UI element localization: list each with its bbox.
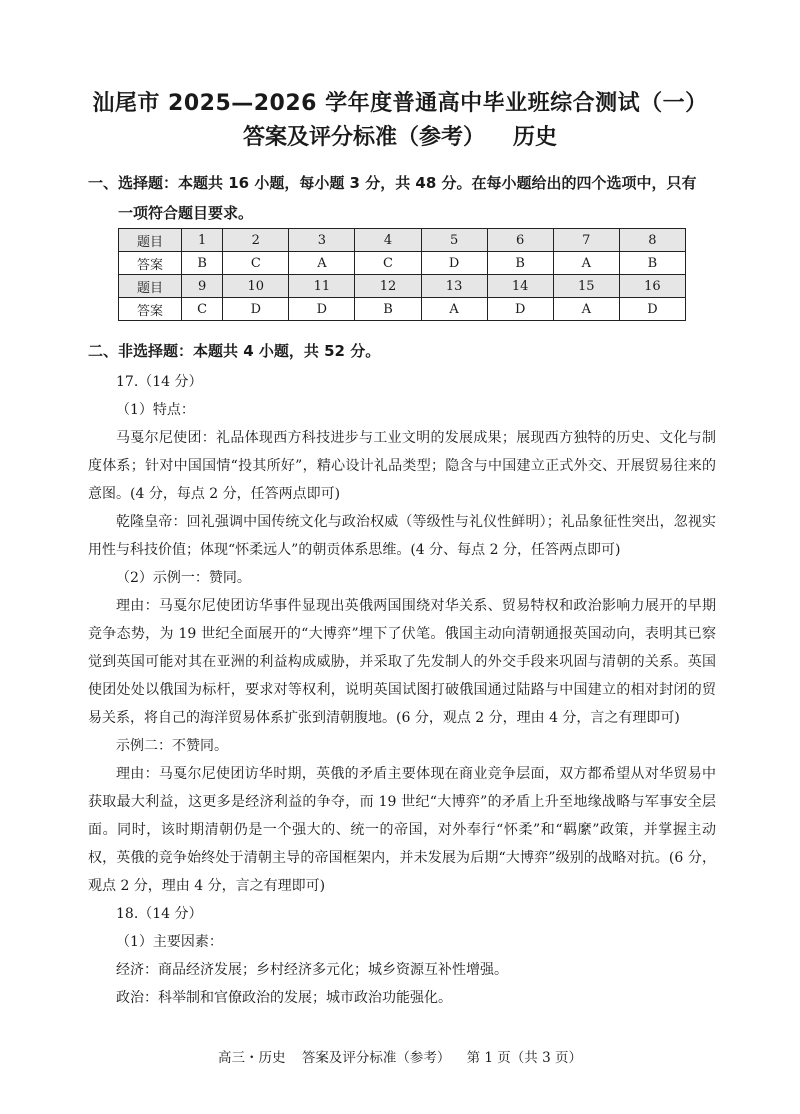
section1-heading-line2: 一项符合题目要求。 — [118, 204, 254, 222]
page-title: 汕尾市 2025—2026 学年度普通高中毕业班综合测试（一） — [92, 91, 708, 116]
q18-part1-label: （1）主要因素： — [116, 934, 223, 950]
answer-cell: A — [421, 298, 487, 321]
answer-cell: D — [223, 298, 289, 321]
question-number-cell: 10 — [223, 275, 289, 298]
answer-cell: C — [182, 298, 223, 321]
q17-qianlong-answer: 乾隆皇帝：回礼强调中国传统文化与政治权威（等级性与礼仪性鲜明）；礼品象征性突出，忽视实用性与科技价值；体现“怀柔远人”的朝贡体系思维。(4 分、每点 2 分，任答两点即可) — [88, 514, 716, 558]
question-number-cell: 6 — [487, 229, 553, 252]
subtitle-answer-key: 答案及评分标准（参考） — [242, 125, 485, 150]
answer-cell: D — [619, 298, 685, 321]
subtitle-subject: 历史 — [513, 125, 558, 150]
answer-cell: A — [553, 252, 619, 275]
q17-part2-example2: 示例二：不赞同。 — [116, 738, 228, 754]
question-number-cell: 1 — [182, 229, 223, 252]
footer-doc-title: 答案及评分标准（参考） — [301, 1050, 451, 1066]
q17-macartney-answer: 马戛尔尼使团：礼品体现西方科技进步与工业文明的发展成果；展现西方独特的历史、文化与制度体系；针对中国国情“投其所好”，精心设计礼品类型；隐含与中国建立正式外交、开展贸易往来的意图。(4 分，每点 2 分，任答两点即可) — [88, 430, 716, 502]
question-number-cell: 14 — [487, 275, 553, 298]
question-number-cell: 7 — [553, 229, 619, 252]
row-header-question: 题目 — [119, 275, 182, 298]
question-number-cell: 15 — [553, 275, 619, 298]
answer-cell: B — [182, 252, 223, 275]
question-number-cell: 16 — [619, 275, 685, 298]
q17-label: 17.（14 分） — [116, 374, 203, 390]
answer-cell: D — [289, 298, 355, 321]
question-number-cell: 9 — [182, 275, 223, 298]
question-number-cell: 12 — [355, 275, 421, 298]
question-number-row — [119, 229, 686, 252]
answer-row — [119, 298, 686, 321]
question-number-cell: 4 — [355, 229, 421, 252]
answer-cell: D — [487, 298, 553, 321]
answer-table — [118, 228, 686, 321]
section1-heading-line1: 一、选择题：本题共 16 小题，每小题 3 分，共 48 分。在每小题给出的四个选项中，只有 — [88, 174, 697, 192]
footer-subject: 高三・历史 — [218, 1050, 286, 1066]
q18-label: 18.（14 分） — [116, 906, 203, 922]
q17-part1-label: （1）特点： — [116, 402, 195, 418]
question-number-cell: 13 — [421, 275, 487, 298]
answer-cell: C — [355, 252, 421, 275]
page-subtitle — [0, 120, 800, 151]
answer-cell: B — [487, 252, 553, 275]
answer-cell: A — [553, 298, 619, 321]
question-number-cell: 5 — [421, 229, 487, 252]
question-number-cell: 8 — [619, 229, 685, 252]
answer-row — [119, 252, 686, 275]
q18-economy: 经济：商品经济发展；乡村经济多元化；城乡资源互补性增强。 — [116, 962, 508, 978]
question-number-cell: 3 — [289, 229, 355, 252]
answer-cell: C — [223, 252, 289, 275]
question-number-cell: 11 — [289, 275, 355, 298]
row-header-question: 题目 — [119, 229, 182, 252]
section1-heading — [88, 168, 716, 228]
footer-page-number: 第 1 页（共 3 页） — [466, 1050, 582, 1066]
section2-heading: 二、非选择题：本题共 4 小题，共 52 分。 — [88, 342, 381, 360]
section2-body — [88, 368, 716, 1012]
q17-part2-reason2: 理由：马戛尔尼使团访华时期，英俄的矛盾主要体现在商业竞争层面，双方都希望从对华贸易中获取最大利益，这更多是经济利益的争夺，而 19 世纪“大博弈”的矛盾上升至地缘战略与军事安全层面。同时，该时期清朝仍是一个强大的、统一的帝国，对外奉行“怀柔”和“羁縻”政策，并掌握主动权，英俄的竞争始终处于清朝主导的帝国框架内，并未发展为后期“大博弈”级别的战略对抗。(6 分，观点 2 分，理由 4 分，言之有理即可) — [88, 766, 716, 894]
question-number-cell: 2 — [223, 229, 289, 252]
q17-part2-example1: （2）示例一：赞同。 — [116, 570, 251, 586]
row-header-answer: 答案 — [119, 298, 182, 321]
page-footer — [0, 1046, 800, 1066]
q17-part2-reason1: 理由：马戛尔尼使团访华事件显现出英俄两国围绕对华关系、贸易特权和政治影响力展开的早期竞争态势，为 19 世纪全面展开的“大博弈”埋下了伏笔。俄国主动向清朝通报英国动向，表明其已察觉到英国可能对其在亚洲的利益构成威胁，并采取了先发制人的外交手段来巩固与清朝的关系。英国使团处处以俄国为标杆，要求对等权利，说明英国试图打破俄国通过陆路与中国建立的相对封闭的贸易关系，将自己的海洋贸易体系扩张到清朝腹地。(6 分，观点 2 分，理由 4 分，言之有理即可) — [88, 598, 716, 726]
answer-cell: D — [421, 252, 487, 275]
answer-cell: B — [355, 298, 421, 321]
question-number-row — [119, 275, 686, 298]
answer-cell: B — [619, 252, 685, 275]
answer-cell: A — [289, 252, 355, 275]
q18-politics: 政治：科举制和官僚政治的发展；城市政治功能强化。 — [116, 990, 452, 1006]
row-header-answer: 答案 — [119, 252, 182, 275]
